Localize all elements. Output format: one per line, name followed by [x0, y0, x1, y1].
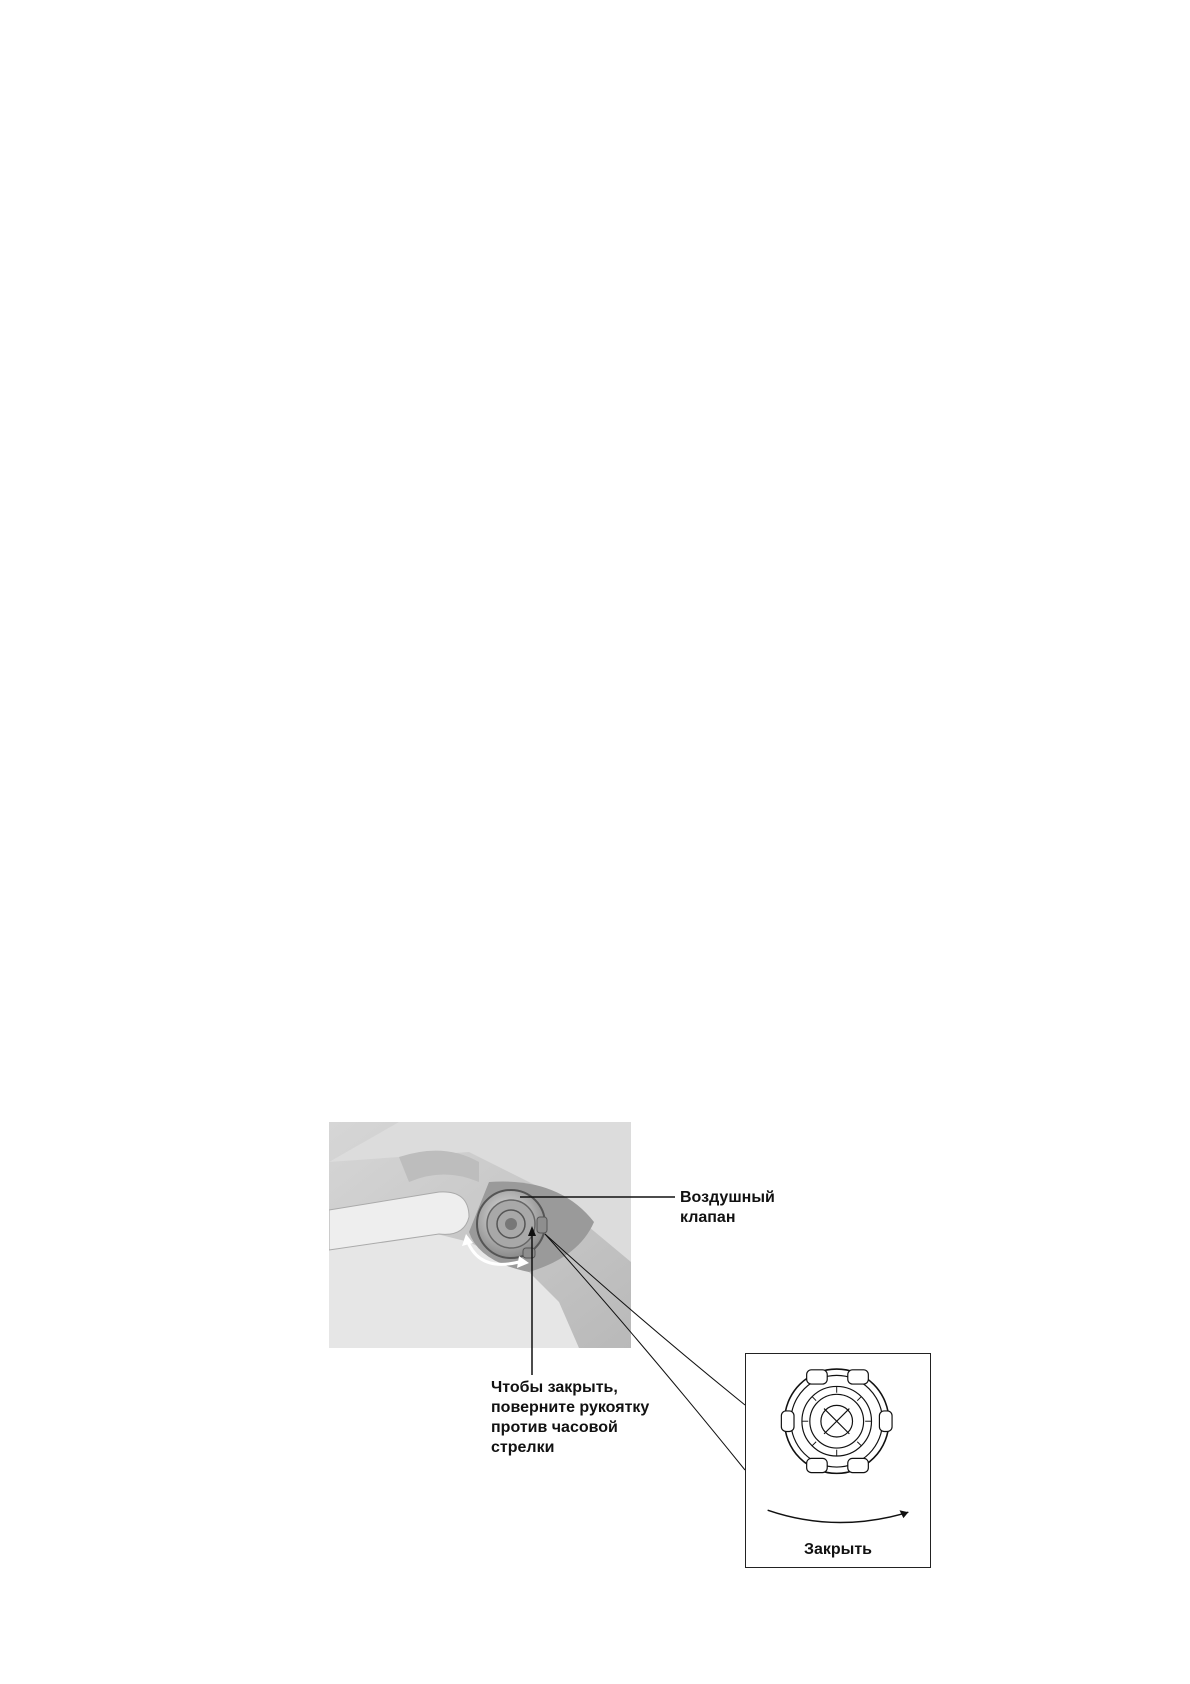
close-label: Закрыть: [803, 1541, 873, 1558]
rotate-arrow-icon: [746, 1504, 929, 1544]
air-valve-photo: [329, 1122, 631, 1348]
air-valve-label: Воздушный клапан: [680, 1189, 775, 1226]
valve-closeup-inset: [745, 1353, 931, 1568]
close-instruction-label: Чтобы закрыть, поверните рукоятку против часовой стрелки: [491, 1379, 650, 1456]
valve-knob-closeup: [746, 1354, 929, 1524]
